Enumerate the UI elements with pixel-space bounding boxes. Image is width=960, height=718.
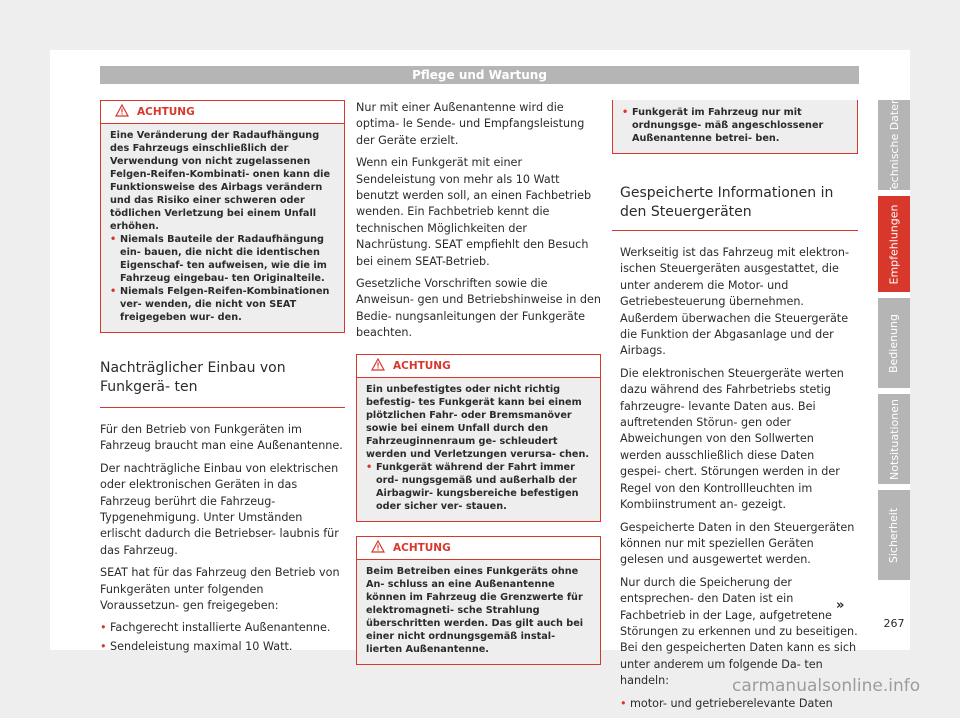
- list-item: • Sendeleistung maximal 10 Watt.: [100, 639, 345, 655]
- column-2: [356, 100, 601, 665]
- section-rule: [612, 230, 858, 231]
- warning-bullet: • Niemals Bauteile der Radaufhängung ein- bauen, die nicht die identischen Eigenschaf- ten aufweisen, wie die im Fahrzeug eingebau- ten Originalteile.: [110, 233, 335, 285]
- list-item: • motor- und getrieberelevante Daten: [620, 696, 858, 712]
- warning-box-continued: [612, 100, 858, 154]
- tab-technische-daten[interactable]: Technische Daten: [878, 100, 910, 190]
- column-1: [100, 100, 345, 661]
- warning-bullet: • Funkgerät im Fahrzeug nur mit ordnungsge- mäß angeschlossener Außenantenne betrei- ben.: [622, 106, 848, 145]
- warning-label: ACHTUNG: [393, 541, 451, 554]
- watermark: carmanualsonline.info: [732, 676, 921, 696]
- tab-notsituationen[interactable]: Notsituationen: [878, 394, 910, 484]
- warning-label: ACHTUNG: [137, 106, 195, 118]
- warning-body: [357, 378, 600, 521]
- paragraph: Wenn ein Funkgerät mit einer Sendeleistung von mehr als 10 Watt benutzt werden soll, an einen Fachbetrieb wenden. Ein Fachbetrieb kennt die technischen Möglichkeiten der Nachrüstung. SEAT empfiehlt den Besuch bei einem SEAT-Betrieb.: [356, 156, 592, 268]
- paragraph: SEAT hat für das Fahrzeug den Betrieb von Funkgeräten unter folgenden Voraussetzun- gen freigegeben:: [100, 566, 340, 613]
- warning-box-antenna: [356, 536, 601, 665]
- warning-body: [357, 560, 600, 664]
- paragraph: Werkseitig ist das Fahrzeug mit elektron- ischen Steuergeräten ausgestattet, die unter anderem die Motor- und Getriebesteuerung übernehmen. Außerdem überwachen die Steuergeräte die Funktion der Abgasanlage und der Airbags.: [620, 246, 850, 358]
- section-title-funkgeraete: Nachträglicher Einbau von Funkgerä- ten: [100, 360, 286, 395]
- tab-sicherheit[interactable]: Sicherheit: [878, 490, 910, 580]
- warning-body: [613, 100, 857, 153]
- warning-bullet: • Funkgerät während der Fahrt immer ord- nungsgemäß und außerhalb der Airbagwir- kungsbereiche befestigen oder sicher ver- stauen.: [366, 461, 591, 513]
- warning-text: Eine Veränderung der Radaufhängung des Fahrzeugs einschließlich der Verwendung von nicht zugelassenen Felgen-Reifen-Kombinati- onen kann die Funktionsweise des Airbags verändern und das Risiko einer schweren oder tödlichen Verletzung bei einem Unfall erhöhen.: [110, 130, 331, 232]
- tab-bedienung[interactable]: Bedienung: [878, 298, 910, 388]
- warning-body: [101, 124, 344, 332]
- warning-box-mounting: [356, 354, 601, 522]
- warning-triangle-icon: [371, 540, 385, 553]
- tab-empfehlungen[interactable]: Empfehlungen: [878, 196, 910, 292]
- paragraph: Gesetzliche Vorschriften sowie die Anweisun- gen und Betriebshinweise in den Bedie- nungsanleitungen der Funkgeräte beachten.: [356, 277, 601, 340]
- warning-bullet: • Niemals Felgen-Reifen-Kombinationen ver- wenden, die nicht von SEAT freigegeben wur- den.: [110, 285, 335, 324]
- continue-mark: »: [836, 598, 845, 613]
- warning-label: ACHTUNG: [393, 359, 451, 372]
- paragraph: Nur durch die Speicherung der entsprechen- den Daten ist ein Fachbetrieb in der Lage, aufgetretene Störungen zu erkennen und zu beseitigen. Bei den gespeicherten Daten kann es sich unter anderem um folgende Da- ten handeln:: [620, 575, 858, 688]
- paragraph: Nur mit einer Außenantenne wird die optima- le Sende- und Empfangsleistung der Geräte erzielt.: [356, 101, 585, 147]
- list-item: • Fachgerecht installierte Außenantenne.: [100, 620, 345, 636]
- section-body: [612, 245, 858, 712]
- page-number: 267: [883, 617, 905, 630]
- warning-box-suspension: [100, 100, 345, 333]
- warning-triangle-icon: [371, 358, 385, 371]
- paragraph: Der nachträgliche Einbau von elektrischen oder elektronischen Geräten in das Fahrzeug berührt die Fahrzeug-Typgenehmigung. Unter Umständen erlischt dadurch die Betriebser- laubnis für das Fahrzeug.: [100, 461, 339, 557]
- paragraph: Gespeicherte Daten in den Steuergeräten können nur mit speziellen Geräten gelesen und ausgewertet werden.: [620, 520, 855, 567]
- warning-text: Beim Betreiben eines Funkgeräts ohne An- schluss an eine Außenantenne können im Fahrzeug die Grenzwerte für elektromagneti- sche Strahlung überschritten werden. Das gilt auch bei einer nicht ordnungsgemäß instal- lierten Außenantenne.: [366, 565, 584, 655]
- paragraph: Für den Betrieb von Funkgeräten im Fahrzeug braucht man eine Außenantenne.: [100, 423, 343, 453]
- page-header: Pflege und Wartung: [100, 66, 859, 84]
- paragraph: Die elektronischen Steuergeräte werten dazu während des Fahrbetriebs stetig fahrzeugre- levante Daten aus. Bei auftretenden Störun- gen oder Abweichungen von den Sollwerten werden ausschließlich diese Daten gespei- chert. Störungen werden in der Regel von den Kontrollleuchten im Kombiinstrument an- gezeigt.: [620, 366, 844, 512]
- section-rule: [100, 407, 345, 408]
- section-title-steuergeraete: Gespeicherte Informationen in den Steuergeräten: [620, 185, 834, 220]
- warning-text: Ein unbefestigtes oder nicht richtig befestig- tes Funkgerät kann bei einem plötzlichen Fahr- oder Bremsmanöver sowie bei einem Unfall durch den Fahrzeuginnenraum ge- schleudert werden und Verletzungen verursa- chen.: [366, 383, 590, 460]
- warning-triangle-icon: [115, 104, 129, 117]
- column-3: [612, 100, 858, 718]
- warning-header: [357, 355, 600, 378]
- warning-header: [101, 101, 344, 124]
- warning-header: [357, 537, 600, 560]
